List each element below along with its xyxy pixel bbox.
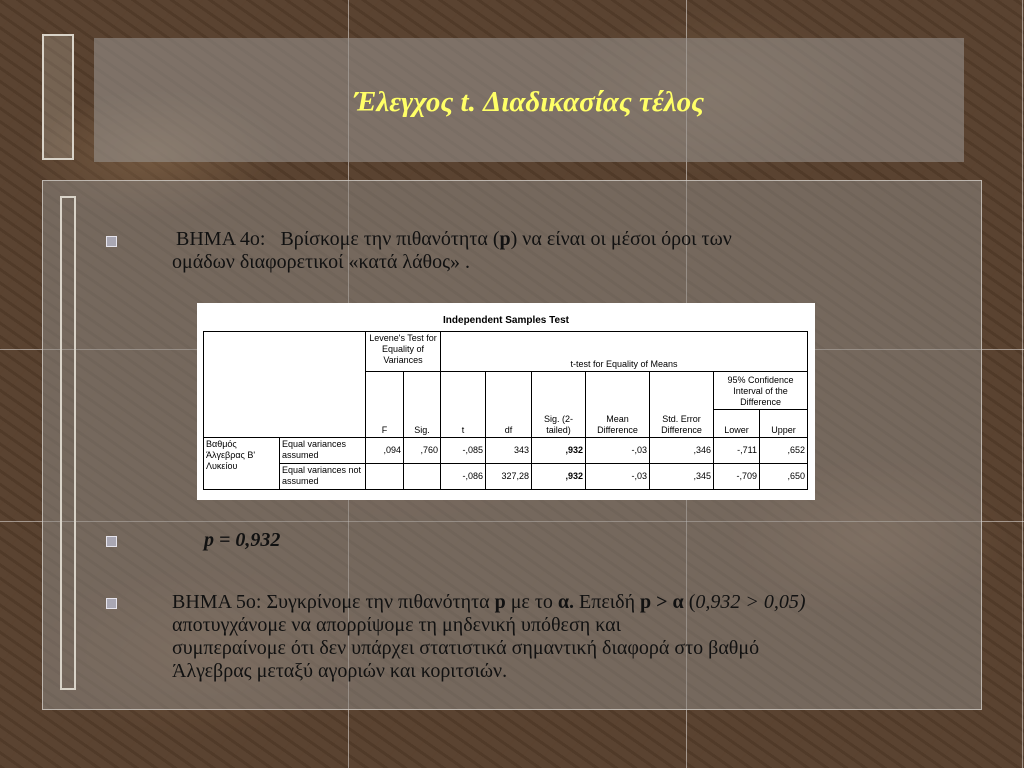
slide-title: Έλεγχος t. Διαδικασίας τέλος	[353, 86, 705, 118]
header-blank	[204, 332, 366, 372]
step5-p: p	[494, 591, 506, 613]
col-t: t	[441, 410, 486, 438]
p-value: p = 0,932	[204, 529, 281, 551]
col-f: F	[366, 410, 404, 438]
cell: ,650	[760, 464, 808, 490]
cell: ,094	[366, 438, 404, 464]
table-row	[204, 464, 808, 490]
cell: 327,28	[486, 464, 532, 490]
row-label: Equal variances assumed	[280, 438, 366, 464]
title-panel	[94, 38, 964, 162]
bullet-icon	[106, 536, 117, 547]
header-blank	[441, 372, 486, 410]
step5-line2-text: αποτυγχάνομε να απορρίψομε τη μηδενική υπόθεση και	[172, 614, 621, 636]
grid-line	[1022, 0, 1023, 768]
col-mean-diff: Mean Difference	[586, 410, 650, 438]
step4-text-a: Βρίσκομε την πιθανότητα (	[280, 228, 500, 250]
col-sig: Sig.	[404, 410, 441, 438]
step4-text-b: ) να είναι οι μέσοι όροι των	[510, 228, 732, 250]
col-df: df	[486, 410, 532, 438]
header-blank	[650, 372, 714, 410]
cell: -,03	[586, 438, 650, 464]
spss-output	[197, 303, 815, 500]
step5-p-gt-a: p > α	[640, 591, 684, 613]
row-label: Equal variances not assumed	[280, 464, 366, 490]
col-sig2: Sig. (2-tailed)	[532, 410, 586, 438]
step5-d: (	[683, 591, 696, 613]
step5-line4: Άλγεβρας μεταξύ αγοριών και κοριτσιών.	[172, 660, 508, 682]
cell: ,932	[532, 438, 586, 464]
col-lower: Lower	[714, 410, 760, 438]
header-blank	[586, 372, 650, 410]
col-std-err: Std. Error Difference	[650, 410, 714, 438]
independent-samples-table	[203, 331, 808, 490]
cell: ,760	[404, 438, 441, 464]
header-blank	[366, 372, 404, 410]
cell: -,085	[441, 438, 486, 464]
cell	[404, 464, 441, 490]
header-blank	[532, 372, 586, 410]
bullet-icon	[106, 598, 117, 609]
table-row	[204, 438, 808, 464]
cell: ,932	[532, 464, 586, 490]
step4-p: p	[499, 228, 511, 250]
levene-header: Levene's Test for Equality of Variances	[366, 332, 441, 372]
cell: ,346	[650, 438, 714, 464]
step5-a: ΒΗΜΑ 5ο: Συγκρίνομε την πιθανότητα	[172, 591, 495, 613]
step5-line3: συμπεραίνομε ότι δεν υπάρχει στατιστικά σημαντική διαφορά στο βαθμό	[172, 637, 760, 659]
header-blank	[486, 372, 532, 410]
cell: ,345	[650, 464, 714, 490]
variable-label: Βαθμός Άλγεβρας Β' Λυκείου	[204, 438, 280, 490]
cell	[366, 464, 404, 490]
ci-header: 95% Confidence Interval of the Difference	[714, 372, 808, 410]
decorative-frame	[42, 34, 74, 160]
cell: ,652	[760, 438, 808, 464]
step5-c: Επειδή	[574, 591, 641, 613]
cell: -,709	[714, 464, 760, 490]
step4-line2: ομάδων διαφορετικοί «κατά λάθος» .	[172, 251, 471, 273]
cell: -,03	[586, 464, 650, 490]
header-blank	[204, 372, 366, 410]
ttest-header: t-test for Equality of Means	[441, 332, 808, 372]
spss-title: Independent Samples Test	[443, 315, 569, 326]
step4-prefix: ΒΗΜΑ 4ο:	[176, 228, 266, 250]
step5-values: 0,932 > 0,05)	[695, 591, 806, 613]
step5-b: με το	[505, 591, 558, 613]
cell: -,711	[714, 438, 760, 464]
cell: 343	[486, 438, 532, 464]
decorative-frame	[60, 196, 76, 690]
step5-line1	[172, 591, 952, 614]
cell: -,086	[441, 464, 486, 490]
col-upper: Upper	[760, 410, 808, 438]
step5-alpha: α.	[557, 591, 575, 613]
bullet-icon	[106, 236, 117, 247]
step5-line2	[172, 614, 952, 637]
header-blank	[204, 410, 366, 438]
header-blank	[404, 372, 441, 410]
step4-text	[176, 228, 936, 251]
